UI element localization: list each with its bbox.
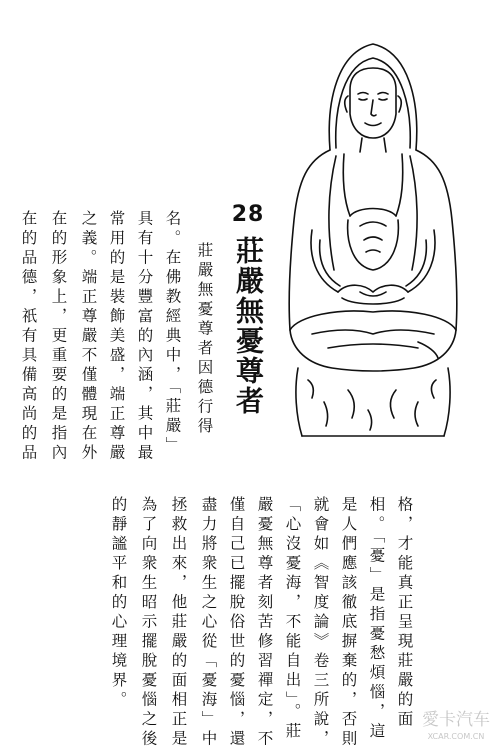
watermark-brand: 愛卡汽车 xyxy=(422,710,490,730)
upper-column-5: 之義。端正尊嚴不僅體現在外 xyxy=(79,210,98,464)
arhat-illustration xyxy=(268,30,478,450)
watermark-url: XCAR.COM.CN xyxy=(427,732,485,741)
upper-column-2: 名。在佛教經典中，「莊嚴」 xyxy=(163,210,182,456)
upper-column-4: 常用的是裝飾美盛，端正尊嚴 xyxy=(107,210,126,464)
watermark-logo xyxy=(418,703,494,745)
lower-column-3: 是人們應該徹底摒棄的，否則 xyxy=(339,496,358,750)
lower-column-7: 僅自己已擺脫俗世的憂惱，還 xyxy=(227,496,246,750)
upper-column-1: 莊嚴無憂尊者因德行得 xyxy=(195,242,214,437)
chapter-number: 28 xyxy=(231,202,265,227)
lower-column-6: 嚴憂無尊者刻苦修習禪定，不 xyxy=(255,496,274,750)
upper-column-3: 具有十分豐富的內涵，其中最 xyxy=(135,210,154,464)
lower-column-8: 盡力將衆生之心從「憂海」中 xyxy=(199,496,218,750)
lower-column-4: 就會如《智度論》卷三所說， xyxy=(311,496,330,750)
lower-column-2: 相。「憂」是指憂愁煩惱，這 xyxy=(367,496,386,742)
upper-column-7: 在的品德，祇有具備高尚的品 xyxy=(19,210,38,464)
lower-column-11: 的靜謐平和的心理境界。 xyxy=(109,496,128,711)
lower-column-9: 拯救出來，他莊嚴的面相正是 xyxy=(169,496,188,750)
lower-column-10: 為了向衆生昭示擺脫憂惱之後 xyxy=(139,496,158,750)
lower-column-1: 格，才能真正呈現莊嚴的面 xyxy=(395,496,414,730)
chapter-title: 莊嚴無憂尊者 xyxy=(232,236,265,416)
lower-column-5: 「心沒憂海，不能自出」。莊 xyxy=(283,496,302,742)
upper-column-6: 在的形象上，更重要的是指內 xyxy=(49,210,68,464)
